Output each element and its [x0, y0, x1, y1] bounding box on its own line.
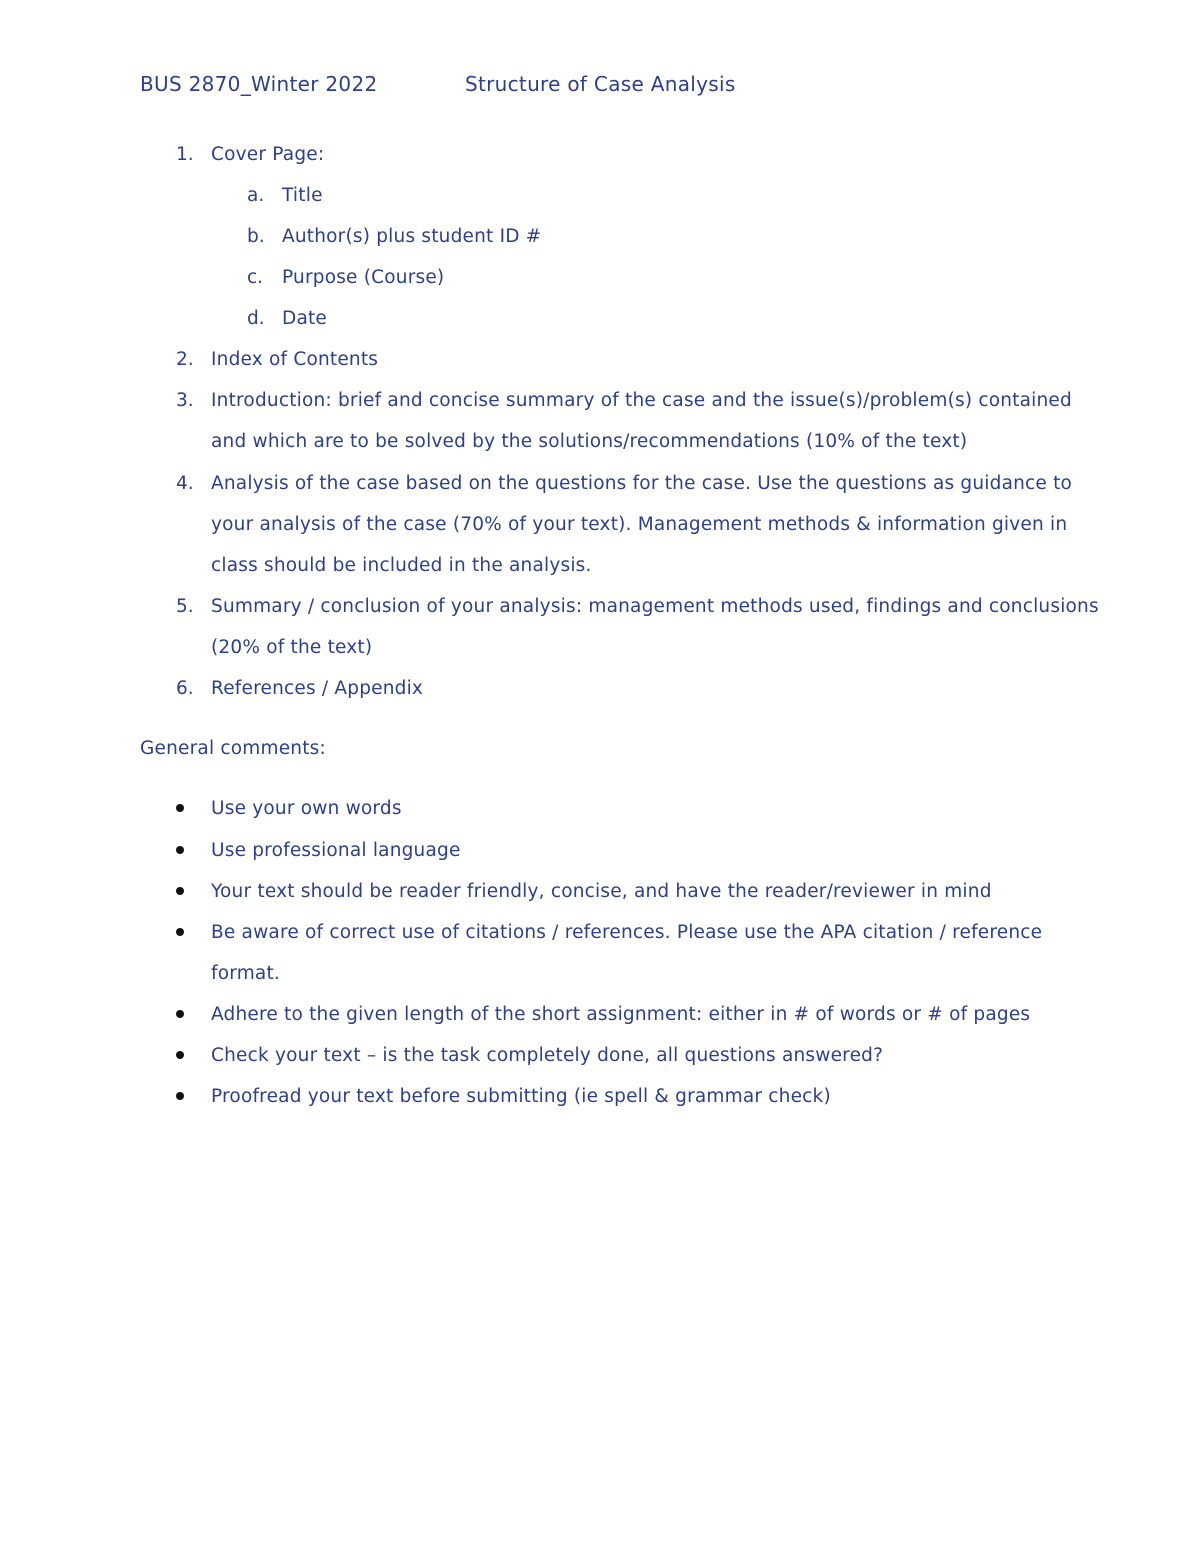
bullet-icon: [176, 1092, 184, 1100]
bullet-icon: [176, 928, 184, 936]
structure-item-references: References / Appendix: [211, 678, 424, 699]
subitem-title: Title: [282, 185, 323, 206]
item-number: 2.: [176, 349, 194, 370]
structure-item-summary-cont: (20% of the text): [211, 637, 373, 658]
general-comments-heading: General comments:: [140, 738, 326, 759]
structure-item-introduction: Introduction: brief and concise summary of the case and the issue(s)/problem(s) contained: [211, 390, 1072, 411]
subitem-letter: b.: [247, 226, 265, 247]
course-label: BUS 2870_Winter 2022: [140, 72, 378, 96]
item-number: 4.: [176, 473, 194, 494]
comment-item: Proofread your text before submitting (ie spell & grammar check): [211, 1086, 831, 1107]
subitem-letter: d.: [247, 308, 265, 329]
structure-item-analysis-cont: your analysis of the case (70% of your text). Management methods & information given in: [211, 514, 1068, 535]
bullet-icon: [176, 887, 184, 895]
bullet-icon: [176, 804, 184, 812]
structure-item-cover-page: Cover Page:: [211, 144, 325, 165]
comment-item: Adhere to the given length of the short assignment: either in # of words or # of pages: [211, 1004, 1031, 1025]
comment-item: Your text should be reader friendly, concise, and have the reader/reviewer in mind: [211, 881, 992, 902]
subitem-letter: a.: [247, 185, 265, 206]
item-number: 5.: [176, 596, 194, 617]
item-number: 3.: [176, 390, 194, 411]
comment-item: Be aware of correct use of citations / references. Please use the APA citation / reference: [211, 922, 1043, 943]
subitem-letter: c.: [247, 267, 264, 288]
structure-item-introduction-cont: and which are to be solved by the solutions/recommendations (10% of the text): [211, 431, 968, 452]
bullet-icon: [176, 1051, 184, 1059]
subitem-authors: Author(s) plus student ID #: [282, 226, 542, 247]
subitem-date: Date: [282, 308, 328, 329]
comment-item-cont: format.: [211, 963, 281, 984]
bullet-icon: [176, 846, 184, 854]
structure-item-analysis-cont: class should be included in the analysis.: [211, 555, 592, 576]
item-number: 1.: [176, 144, 194, 165]
subitem-purpose: Purpose (Course): [282, 267, 445, 288]
bullet-icon: [176, 1010, 184, 1018]
comment-item: Check your text – is the task completely done, all questions answered?: [211, 1045, 884, 1066]
structure-item-index: Index of Contents: [211, 349, 379, 370]
structure-item-analysis: Analysis of the case based on the questions for the case. Use the questions as guidance to: [211, 473, 1073, 494]
comment-item: Use professional language: [211, 840, 461, 861]
item-number: 6.: [176, 678, 194, 699]
structure-item-summary: Summary / conclusion of your analysis: management methods used, findings and conclusions: [211, 596, 1099, 617]
document-title: Structure of Case Analysis: [465, 72, 736, 96]
comment-item: Use your own words: [211, 798, 402, 819]
